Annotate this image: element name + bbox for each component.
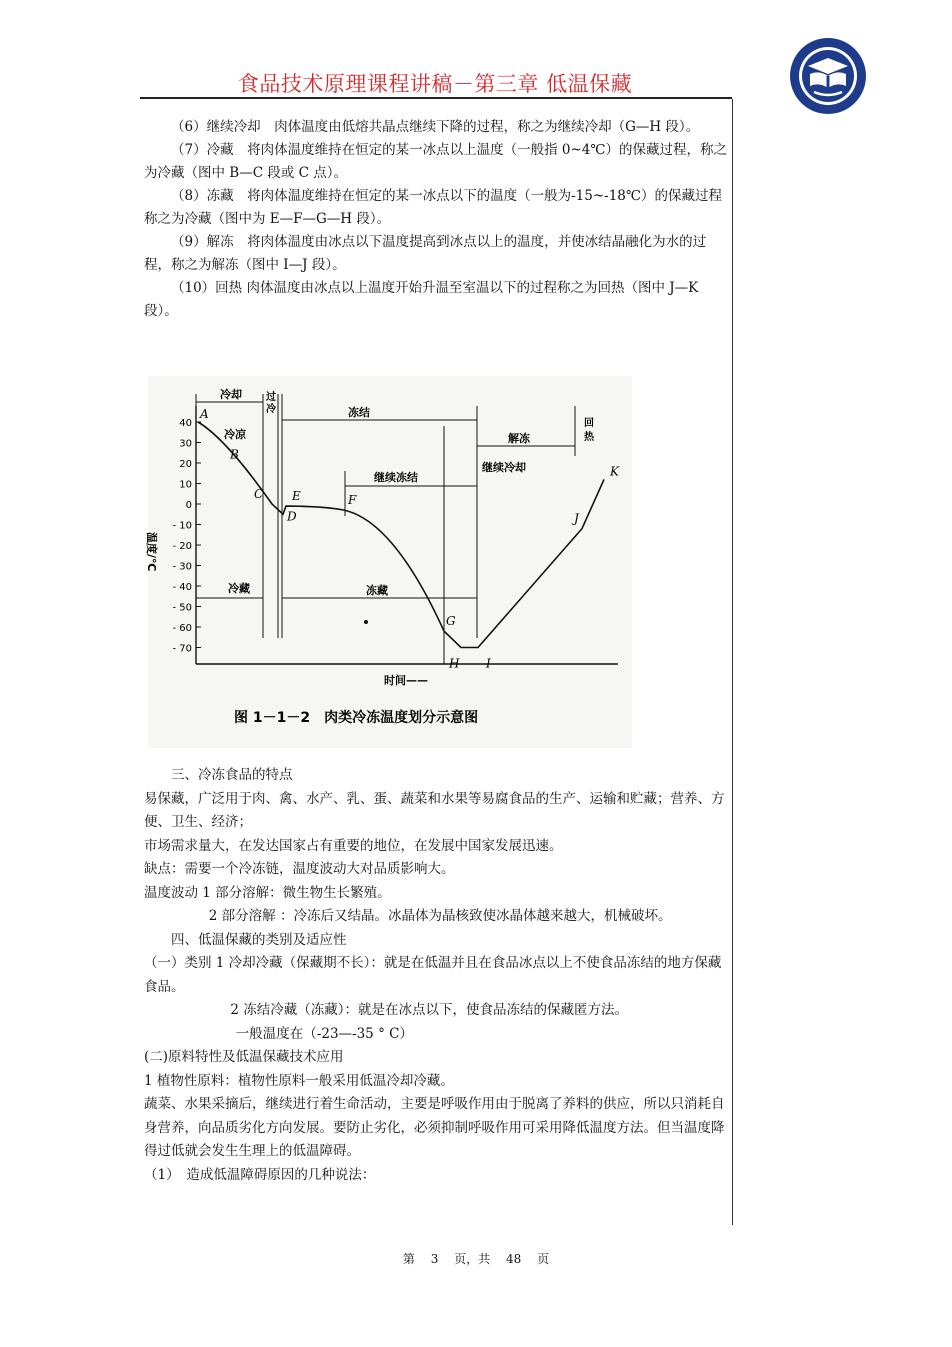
y-tick-label: 20 xyxy=(179,459,192,470)
body-text-lower xyxy=(144,764,728,1187)
point-label-C: C xyxy=(254,487,264,501)
section3-title: 三、冷冻食品的特点 xyxy=(171,767,293,783)
paragraph-9: （9）解冻 将肉体温度由冰点以下温度提高到冰点以上的温度，并使冰结晶融化为水的过程，称之为解冻（图中 I—J 段）。 xyxy=(144,234,707,273)
section4-line-1: （一）类别 1 冷却冷藏（保藏期不长）：就是在低温并且在食品冰点以上不使食品冻结的地方保藏食品。 xyxy=(144,955,722,995)
y-tick-label: - 50 xyxy=(172,602,192,614)
footer-prefix: 第 xyxy=(402,1252,415,1266)
header-rule xyxy=(140,97,732,99)
stray-dot xyxy=(364,620,368,624)
figure-caption: 图 1－1－2 肉类冷冻温度划分示意图 xyxy=(234,710,479,726)
section4-line-4: (二)原料特性及低温保藏技术应用 xyxy=(144,1049,344,1065)
body-text-upper xyxy=(144,116,728,323)
point-label-J: J xyxy=(574,511,579,526)
label-freezing: 冻结 xyxy=(348,406,370,419)
x-axis-label: 时间—— xyxy=(384,674,428,687)
section4-line-3: 一般温度在（-23—-35 ° C） xyxy=(235,1025,413,1042)
university-logo xyxy=(788,36,868,116)
y-tick-label: - 40 xyxy=(172,582,192,593)
section4-line-2: 2 冻结冷藏（冻藏）：就是在冰点以下，使食品冻结的保藏匿方法。 xyxy=(230,1002,629,1018)
paragraph-8: （8）冻藏 将肉体温度维持在恒定的某一冰点以下的温度（一般为-15~-18℃）的保藏过程称之为冷藏（图中为 E—F—G—H 段）。 xyxy=(144,188,722,227)
y-tick-label: - 60 xyxy=(172,623,192,634)
paragraph-6: （6）继续冷却 肉体温度由低熔共晶点继续下降的过程，称之为继续冷却（G—H 段）。 xyxy=(171,119,700,135)
label-thaw: 解冻 xyxy=(508,432,530,445)
temperature-figure xyxy=(145,376,632,748)
section3-line-5: 2 部分溶解 ：冷冻后又结晶。冰晶体为晶核致使冰晶体越来越大，机械破坏。 xyxy=(208,908,672,924)
section3-line-1: 易保藏，广泛用于肉、禽、水产、乳、蛋、蔬菜和水果等易腐食品的生产、运输和贮藏；营养、方便、卫生、经济； xyxy=(144,790,725,830)
label-continue-cool: 继续冷却 xyxy=(482,461,526,474)
label-supercool-2: 冷 xyxy=(266,404,276,415)
section4-line-6: 蔬菜、水果采摘后，继续进行着生命活动，主要是呼吸作用由于脱离了养料的供应，所以只消耗自身营养，向品质劣化方向发展。要防止劣化，必须抑制呼吸作用可采用降低温度方法。但当温度降得过低就会发生生理上的低温障碍。 xyxy=(144,1096,725,1159)
label-continue-freeze: 继续冻结 xyxy=(374,471,418,484)
section4-line-5: 1 植物性原料：植物性原料一般采用低温冷却冷藏。 xyxy=(144,1072,454,1089)
label-frozen-storage: 冻藏 xyxy=(366,584,388,597)
footer-total: 48 xyxy=(506,1252,522,1266)
point-label-H: H xyxy=(449,656,460,671)
temperature-chart xyxy=(145,376,632,748)
label-cooling: 冷却 xyxy=(220,388,242,401)
page-footer xyxy=(0,1250,952,1267)
y-tick-label: 30 xyxy=(179,438,192,450)
y-tick-label: - 30 xyxy=(172,561,192,573)
y-tick-label: 40 xyxy=(179,418,192,429)
paragraph-7: （7）冷藏 将肉体温度维持在恒定的某一冰点以上温度（一般指 0~4℃）的保藏过程，称之为冷藏（图中 B—C 段或 C 点）。 xyxy=(144,142,727,181)
point-label-D: D xyxy=(287,509,297,524)
point-label-E: E xyxy=(292,489,301,504)
y-tick-label: - 10 xyxy=(172,520,192,532)
point-label-I: I xyxy=(486,656,491,671)
point-label-F: F xyxy=(348,493,357,508)
footer-page-number: 3 xyxy=(430,1252,439,1266)
label-rewarm: 回热 xyxy=(584,418,594,443)
y-tick-label: 10 xyxy=(179,479,192,491)
y-tick-label: - 70 xyxy=(172,643,192,655)
section3-line-2: 市场需求量大，在发达国家占有重要的地位，在发展中国家发展迅速。 xyxy=(144,837,563,854)
label-cold-storage: 冷藏 xyxy=(228,582,250,595)
right-margin-rule xyxy=(732,99,733,1225)
label-chill: 冷凉 xyxy=(224,428,246,441)
section3-line-4: 温度波动 1 部分溶解：微生物生长繁殖。 xyxy=(144,884,391,901)
y-axis-label: 温度/℃ xyxy=(145,532,158,572)
footer-suffix: 页 xyxy=(537,1252,550,1266)
label-supercool xyxy=(265,390,277,415)
point-label-G: G xyxy=(446,614,456,629)
point-label-B: B xyxy=(230,447,239,462)
point-label-K: K xyxy=(610,464,619,479)
point-label-A: A xyxy=(200,407,209,421)
footer-mid: 页，共 xyxy=(454,1252,491,1266)
section3-line-3: 缺点：需要一个冷冻链，温度波动大对品质影响大。 xyxy=(144,861,455,877)
paragraph-10: （10）回热 肉体温度由冰点以上温度开始升温至室温以下的过程称之为回热（图中 J—K 段）。 xyxy=(144,280,699,319)
label-supercool-1: 过 xyxy=(266,392,276,403)
section4-line-7: （1） 造成低温障碍原因的几种说法： xyxy=(144,1166,376,1183)
y-tick-label: 0 xyxy=(185,500,192,511)
section4-title: 四、低温保藏的类别及适应性 xyxy=(171,931,347,948)
y-tick-label: - 20 xyxy=(172,541,192,552)
page-header-title: 食品技术原理课程讲稿－第三章 低温保藏 xyxy=(237,72,633,96)
figure-background xyxy=(148,376,632,748)
